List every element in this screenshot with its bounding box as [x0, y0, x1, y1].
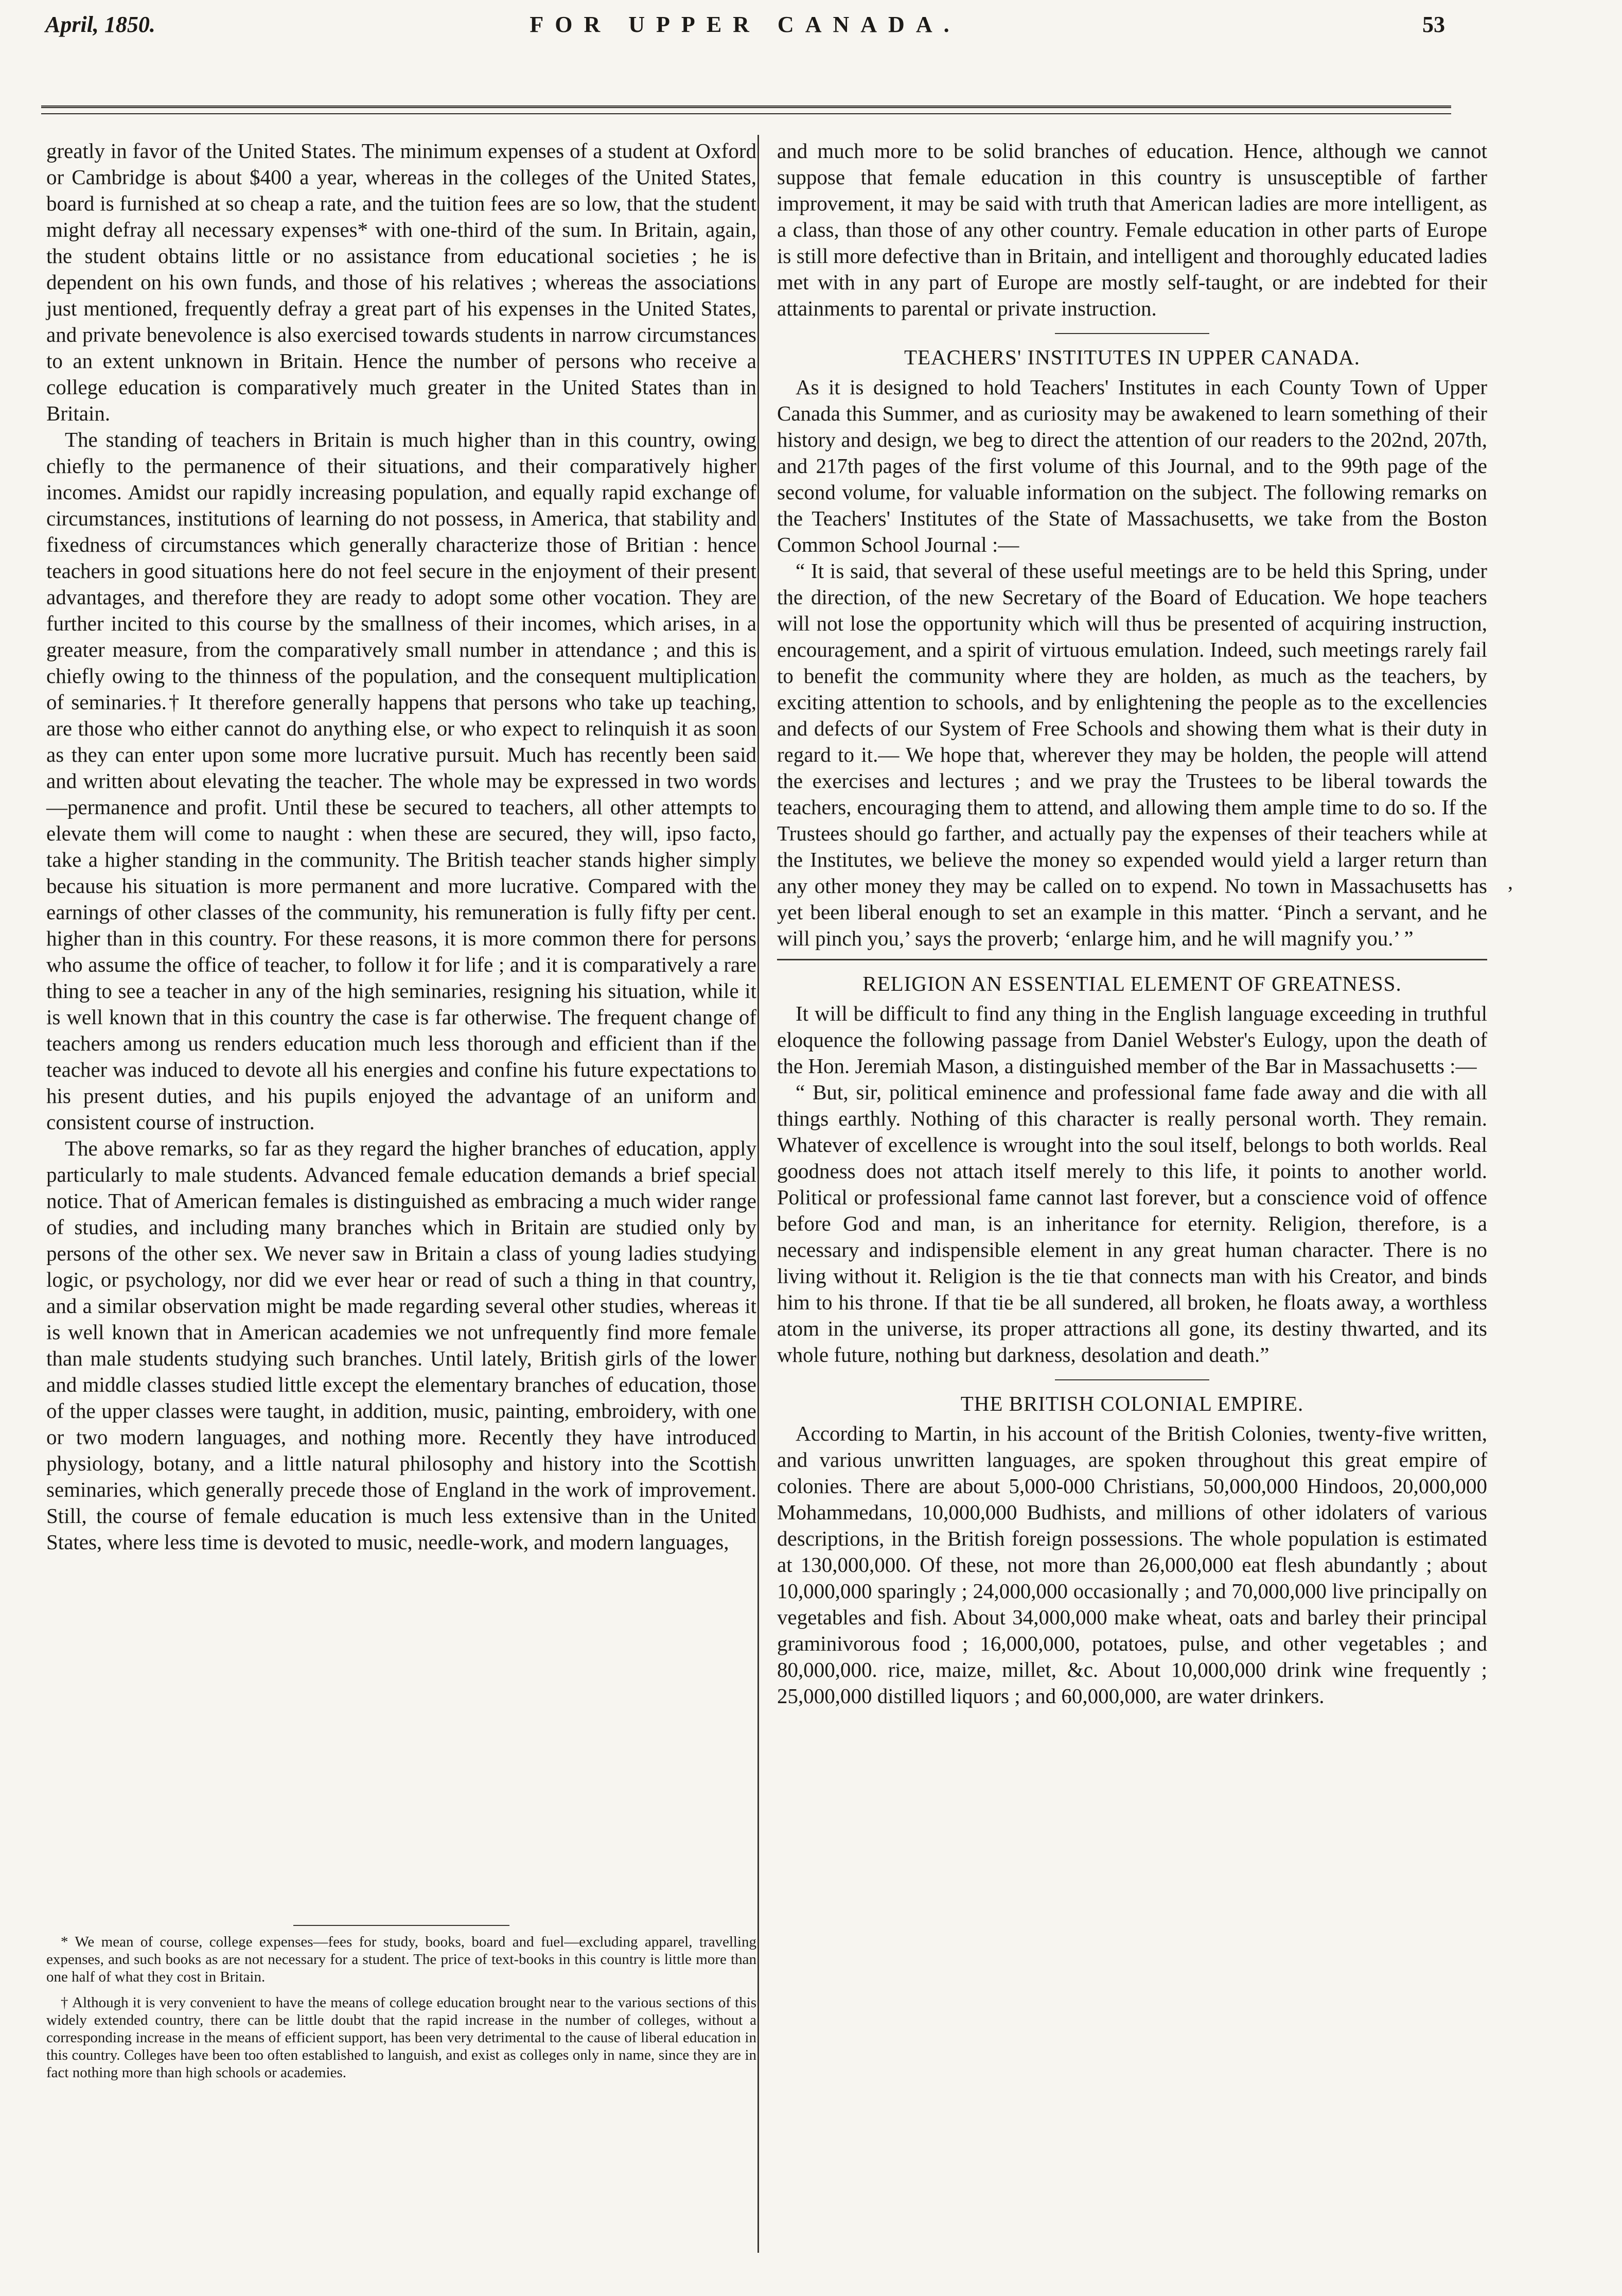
running-title: FOR UPPER CANADA.	[530, 12, 961, 37]
footnotes	[46, 1925, 756, 2090]
column-divider	[757, 135, 759, 2253]
religion-paragraph-1: It will be difficult to find any thing in the English language exceeding in truthful eloquence the following passage from Daniel Webster's Eulogy, upon the death of the Hon. Jeremiah Mason, a distinguished member of the Bar in Massachusetts :—	[777, 1002, 1487, 1078]
teachers-institutes-paragraph-1: As it is designed to hold Teachers' Institutes in each County Town of Upper Canada this Summer, and as curiosity may be awakened to learn something of their history and design, we beg to direct the attention of our readers to the 202nd, 207th, and 217th pages of the first volume of this Journal, and to the 99th page of the second volume, for valuable information on the subject. The following remarks on the Teachers' Institutes of the State of Massachusetts, we take from the Boston Common School Journal :—	[777, 375, 1487, 556]
left-column	[46, 138, 756, 1555]
left-paragraph-1: greatly in favor of the United States. The minimum expenses of a student at Oxford or Cambridge is about $400 a year, whereas in the colleges of the United States, board is furnished at so cheap a rate, and the tuition fees are so low, that the student might defray all necessary expenses* with one-third of the sum. In Britain, again, the student obtains little or no assistance from educational societies ; he is dependent on his own funds, and those of his relatives ; whereas the associations just mentioned, frequently defray a great part of his expenses in the United States, and private benevolence is also exercised towards students in narrow circumstances to an extent unknown in Britain. Hence the number of persons who receive a college education is comparatively much greater in the United States than in Britain.	[46, 139, 756, 425]
issue-date: April, 1850.	[45, 12, 155, 37]
section-divider	[1055, 333, 1209, 334]
section-divider	[1055, 1379, 1209, 1380]
margin-mark: ,	[1508, 870, 1513, 893]
section-heading-religion: RELIGION AN ESSENTIAL ELEMENT OF GREATNESS.	[862, 972, 1402, 995]
footnote-rule	[293, 1925, 509, 1926]
section-divider	[777, 959, 1487, 960]
left-paragraph-2: The standing of teachers in Britain is much higher than in this country, owing chiefly to the permanence of their situations, and their comparatively higher incomes. Amidst our rapidly increasing population, and equally rapid exchange of circumstances, institutions of learning do not possess, in America, that stability and fixedness of circumstances which generally characterize those of Britian : hence teachers in good situations here do not feel secure in the enjoyment of their present advantages, and therefore they are ready to adopt some other vocation. They are further incited to this course by the smallness of their incomes, which arises, in a greater measure, from the comparatively small number in attendance ; and this is chiefly owing to the thinness of the population, and the consequent multiplication of seminaries.† It therefore generally happens that persons who take up teaching, are those who either cannot do anything else, or who expect to relinquish it as soon as they can enter upon some more lucrative pursuit. Much has recently been said and written about elevating the teacher. The whole may be expressed in two words—permanence and profit. Until these be secured to teachers, all other attempts to elevate them will come to naught : when these are secured, they will, ipso facto, take a higher standing in the community. The British teacher stands higher simply because his situation is more permanent and more lucrative. Compared with the earnings of other classes of the community, his remuneration is fully fifty per cent. higher than in this country. For these reasons, it is more common there for persons who assume the office of teacher, to follow it for life ; and it is comparatively a rare thing to see a teacher in any of the high seminaries, resigning his situation, while it is well known that in this country the case is far otherwise. The frequent change of teachers among us renders education much less thorough and efficient than if the teacher was induced to devote all his energies and confine his future expectations to his present duties, and his pupils enjoyed the advantage of an uniform and consistent course of instruction.	[46, 428, 756, 1134]
colonial-empire-paragraph-1: According to Martin, in his account of the British Colonies, twenty-five written, and various unwritten languages, are spoken throughout this great empire of colonies. There are about 5,000-000 Christians, 50,000,000 Hindoos, 20,000,000 Mohammedans, 10,000,000 Budhists, and millions of other idolaters of various descriptions, in the British foreign possessions. The whole population is estimated at 130,000,000. Of these, not more than 26,000,000 eat flesh abundantly ; about 10,000,000 sparingly ; 24,000,000 occasionally ; and 70,000,000 live principally on vegetables and fish. About 34,000,000 make wheat, oats and barley their principal graminivorous food ; 16,000,000, potatoes, pulse, and other vegetables ; and 80,000,000. rice, maize, millet, &c. About 10,000,000 drink wine frequently ; 25,000,000 distilled liquors ; and 60,000,000, are water drinkers.	[777, 1422, 1487, 1708]
section-heading-colonial-empire: THE BRITISH COLONIAL EMPIRE.	[960, 1392, 1304, 1415]
header-rule	[41, 113, 1451, 114]
religion-paragraph-2: “ But, sir, political eminence and professional fame fade away and die with all things earthly. Nothing of this character is really personal worth. They remain. Whatever of excellence is wrought into the soul itself, belongs to both worlds. Real goodness does not attach itself merely to this life, it points to another world. Political or professional fame cannot last forever, but a conscience void of offence before God and man, is an inheritance for eternity. Religion, therefore, is a necessary and indispensible element in any great human character. There is no living without it. Religion is the tie that connects man with his Creator, and binds him to his throne. If that tie be all sundered, all broken, he floats away, a worthless atom in the universe, its proper attractions all gone, its destiny thwarted, and its whole future, nothing but darkness, desolation and death.”	[777, 1080, 1487, 1366]
right-intro-paragraph: and much more to be solid branches of education. Hence, although we cannot suppose that female education in this country is unsusceptible of farther improvement, it may be said with truth that American ladies are more intelligent, as a class, than those of any other country. Female education in other parts of Europe is still more defective than in Britain, and intelligent and thoroughly educated ladies met with in any part of Europe are mostly self-taught, or are indebted for their attainments to parental or private instruction.	[777, 139, 1487, 320]
right-column	[777, 138, 1487, 1709]
page-header	[45, 11, 1445, 52]
teachers-institutes-paragraph-2: “ It is said, that several of these useful meetings are to be held this Spring, under the direction, of the new Secretary of the Board of Education. We hope teachers will not lose the opportunity which will thus be presented of acquiring instruction, encouragement, and a spirit of virtuous emulation. Indeed, such meetings rarely fail to benefit the community where they are holden, as much as the teachers, by exciting attention to schools, and by enlightening the people as to the excellencies and defects of our System of Free Schools and showing them what is their duty in regard to it.— We hope that, wherever they may be holden, the people will attend the exercises and lectures ; and we pray the Trustees to be liberal towards the teachers, encouraging them to attend, and allowing them ample time to do so. If the Trustees should go farther, and actually pay the expenses of their teachers while at the Institutes, we believe the money so expended would yield a larger return than any other money they may be called on to expend. No town in Massachusetts has yet been liberal enough to set an example in this matter. ‘Pinch a servant, and he will pinch you,’ says the proverb; ‘enlarge him, and he will magnify you.’ ”	[777, 559, 1487, 950]
header-double-rule	[41, 106, 1451, 108]
section-heading-teachers-institutes: TEACHERS' INSTITUTES IN UPPER CANADA.	[904, 345, 1361, 369]
left-paragraph-3: The above remarks, so far as they regard the higher branches of education, apply particularly to male students. Advanced female education demands a brief special notice. That of American females is distinguished as embracing a much wider range of studies, and including many branches which in Britain are studied only by persons of the other sex. We never saw in Britain a class of young ladies studying logic, or psychology, nor did we ever hear or read of such a thing in that country, and a similar observation might be made regarding several other studies, whereas it is well known that in American academies we not unfrequently find more female than male students studying such branches. Until lately, British girls of the lower and middle classes studied little except the elementary branches of education, those of the upper classes were taught, in addition, music, painting, embroidery, with one or two modern languages, and nothing more. Recently they have introduced physiology, botany, and a little natural philosophy and history into the Scottish seminaries, which generally precede those of England in the work of improvement. Still, the course of female education is much less extensive than in the United States, where less time is devoted to music, needle-work, and modern languages,	[46, 1136, 756, 1554]
footnote-2: † Although it is very convenient to have the means of college education brought near to the various sections of this widely extended country, there can be little doubt that the rapid increase in the number of colleges, without a corresponding increase in the means of efficient support, has been very detrimental to the cause of liberal education in this country. Colleges have been too often established to languish, and exist as colleges only in name, since they are in fact nothing more than high schools or academies.	[46, 1994, 756, 2081]
page-number: 53	[1422, 12, 1445, 37]
footnote-1: * We mean of course, college expenses—fees for study, books, board and fuel—excluding apparel, travelling expenses, and such books as are not necessary for a student. The price of text-books in this country is little more than one half of what they cost in Britain.	[46, 1934, 756, 1985]
